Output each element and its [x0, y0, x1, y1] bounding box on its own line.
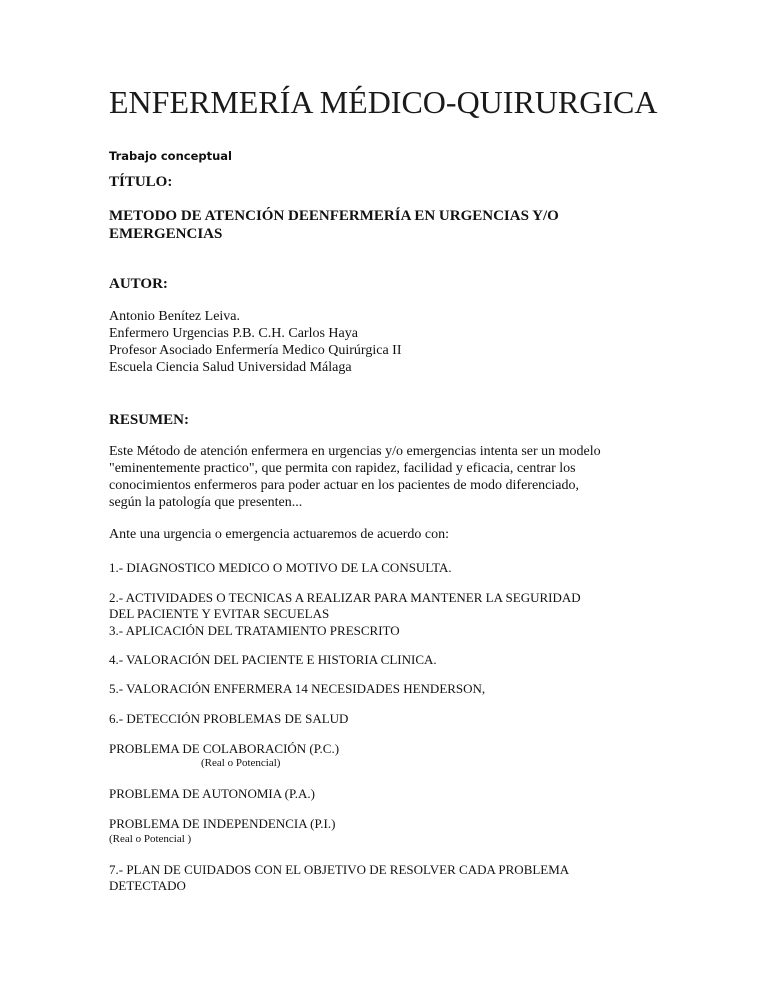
problem-autonomy: PROBLEMA DE AUTONOMIA (P.A.) [109, 786, 315, 801]
resumen-line-1: Este Método de atención enfermera en urgencias y/o emergencias intenta ser un modelo [109, 444, 601, 459]
title-line-1: METODO DE ATENCIÓN DEENFERMERÍA EN URGENCIAS Y/O [109, 208, 559, 224]
step-5: 5.- VALORACIÓN ENFERMERA 14 NECESIDADES HENDERSON, [109, 681, 486, 696]
resumen-line-4: según la patología que presenten... [109, 495, 303, 510]
step-3: 3.- APLICACIÓN DEL TRATAMIENTO PRESCRITO [109, 623, 400, 638]
author-line-3: Profesor Asociado Enfermería Medico Quirúrgica II [109, 343, 402, 358]
step-1: 1.- DIAGNOSTICO MEDICO O MOTIVO DE LA CONSULTA. [109, 560, 452, 575]
author-line-4: Escuela Ciencia Salud Universidad Málaga [109, 360, 352, 375]
step-2-line-1: 2.- ACTIVIDADES O TECNICAS A REALIZAR PARA MANTENER LA SEGURIDAD [109, 590, 581, 605]
titulo-label: TÍTULO: [109, 174, 173, 190]
intro-text: Ante una urgencia o emergencia actuaremos de acuerdo con: [109, 527, 449, 542]
step-4: 4.- VALORACIÓN DEL PACIENTE E HISTORIA CLINICA. [109, 652, 437, 667]
autor-label: AUTOR: [109, 276, 168, 292]
resumen-label: RESUMEN: [109, 412, 190, 428]
step-2-line-2: DEL PACIENTE Y EVITAR SECUELAS [109, 606, 330, 621]
problem-collaboration-note: (Real o Potencial) [201, 757, 281, 769]
resumen-line-2: "eminentemente practico", que permita con rapidez, facilidad y eficacia, centrar los [109, 461, 576, 476]
document-subheading: Trabajo conceptual [109, 149, 232, 163]
title-line-2: EMERGENCIAS [109, 226, 223, 242]
step-7-line-1: 7.- PLAN DE CUIDADOS CON EL OBJETIVO DE RESOLVER CADA PROBLEMA [109, 862, 570, 877]
problem-collaboration: PROBLEMA DE COLABORACIÓN (P.C.) [109, 741, 340, 756]
resumen-line-3: conocimientos enfermeros para poder actuar en los pacientes de modo diferenciado, [109, 478, 579, 493]
author-line-2: Enfermero Urgencias P.B. C.H. Carlos Haya [109, 326, 358, 341]
step-7-line-2: DETECTADO [109, 878, 186, 893]
step-6: 6.- DETECCIÓN PROBLEMAS DE SALUD [109, 711, 349, 726]
author-line-1: Antonio Benítez Leiva. [109, 309, 241, 324]
problem-independence-note: (Real o Potencial ) [109, 833, 192, 845]
problem-independence: PROBLEMA DE INDEPENDENCIA (P.I.) [109, 816, 336, 831]
document-heading: ENFERMERÍA MÉDICO-QUIRURGICA [109, 84, 658, 120]
